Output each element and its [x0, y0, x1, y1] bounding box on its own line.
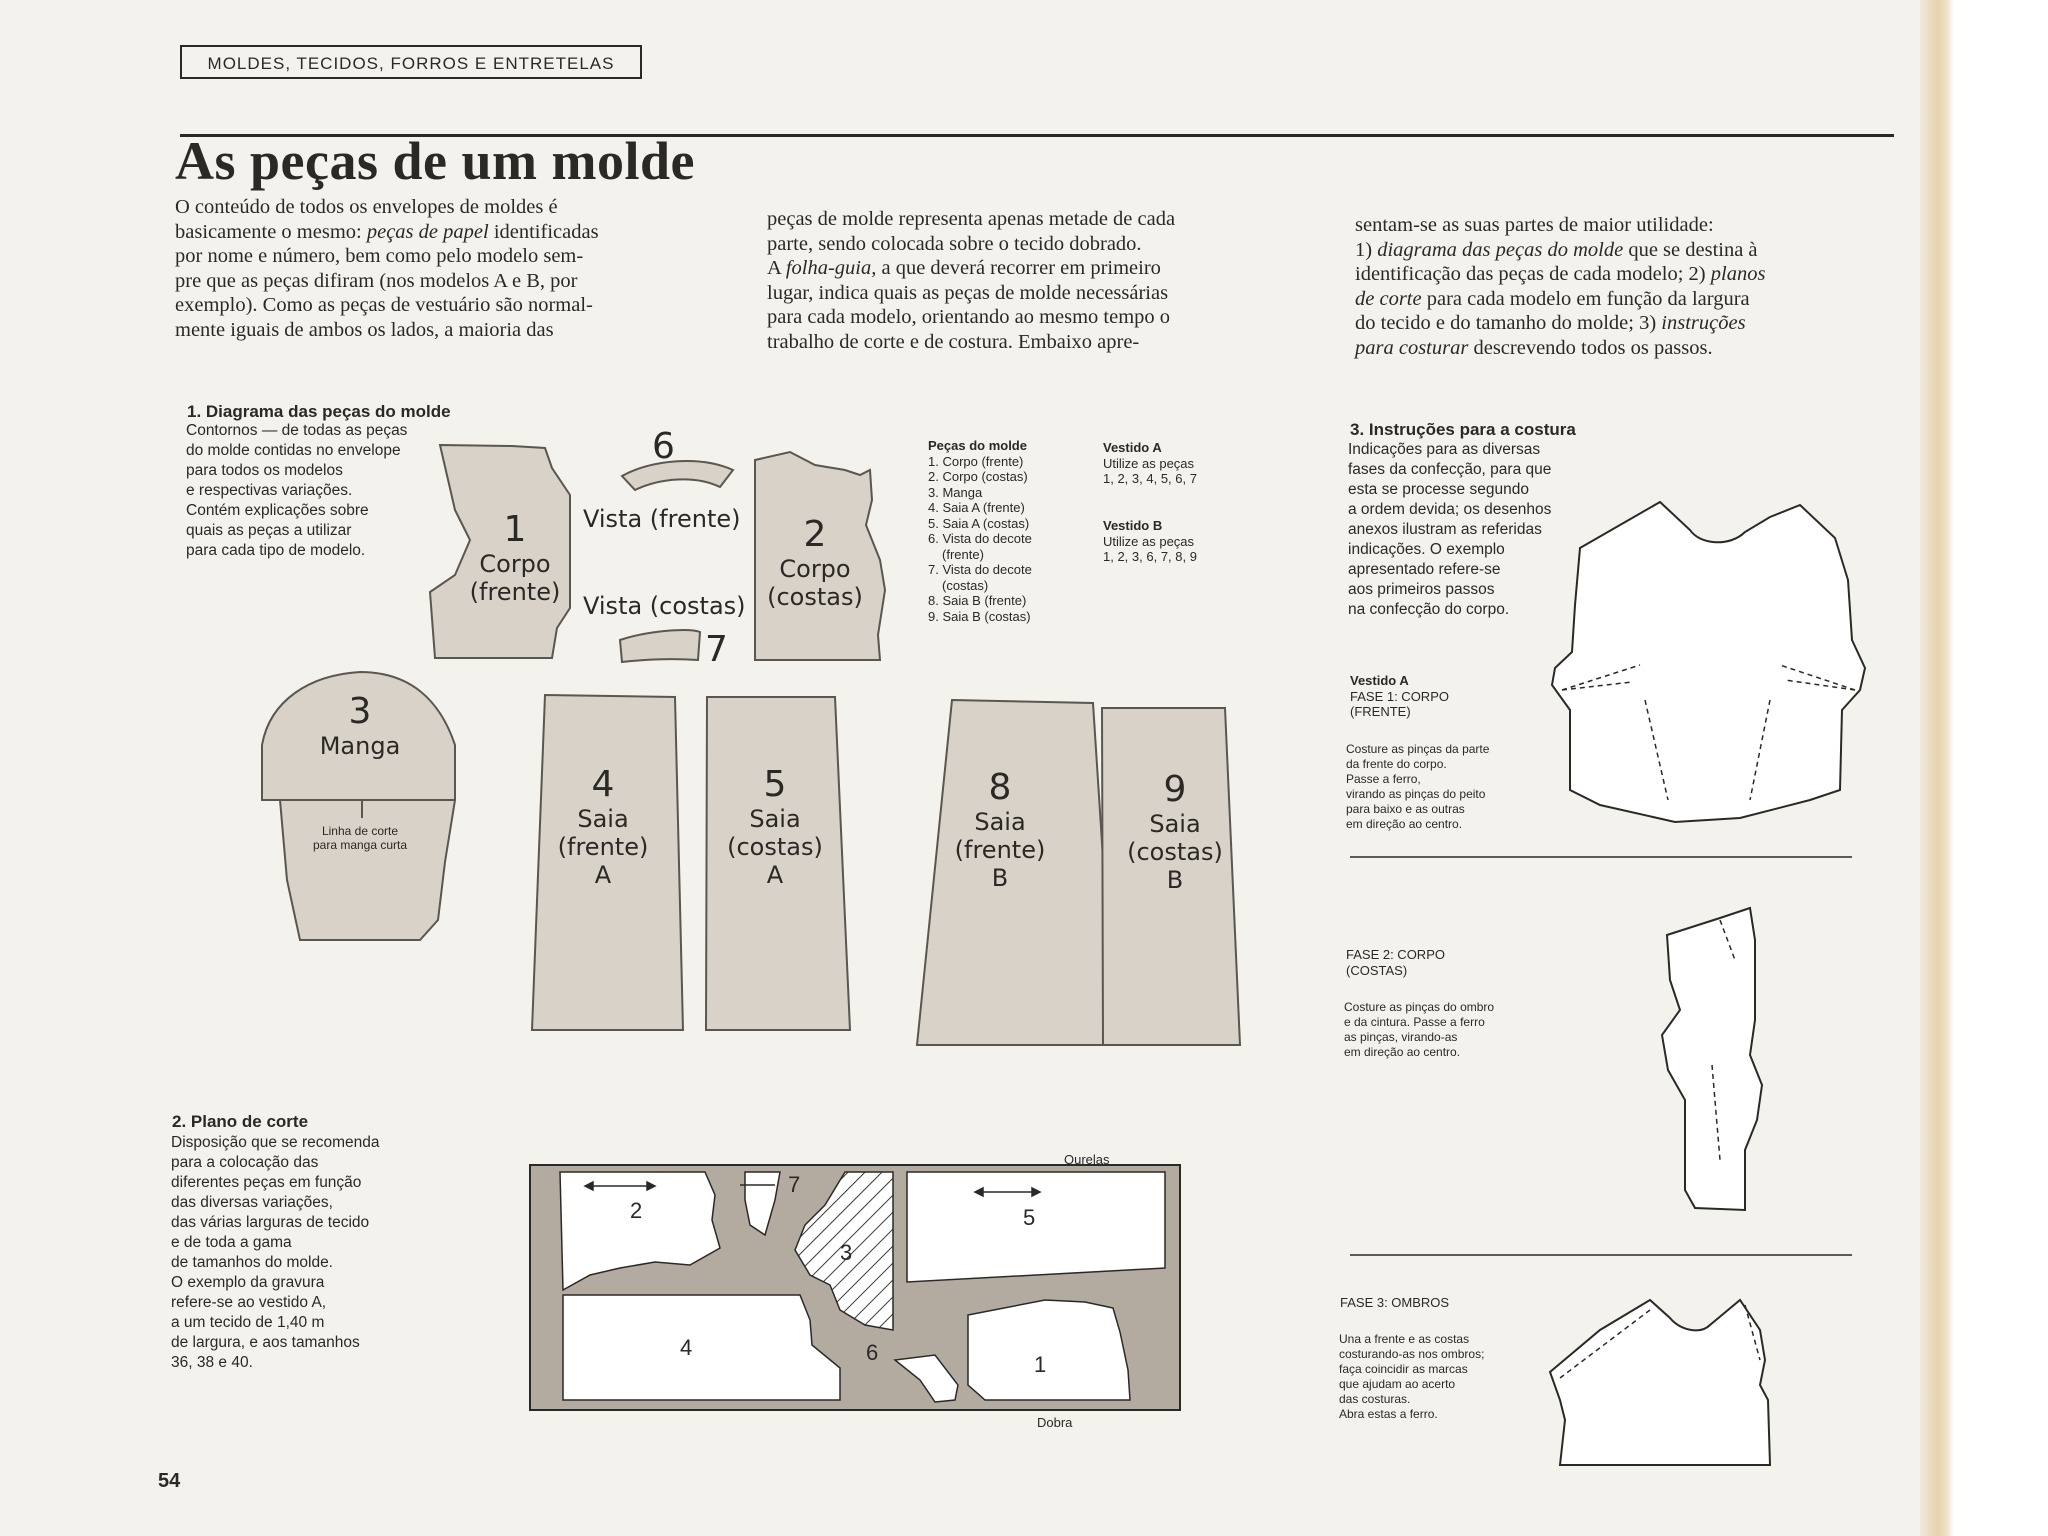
- piece-5-label: 5 Saia (costas) A: [727, 764, 823, 889]
- selvage-label: Ourelas: [1064, 1152, 1110, 1167]
- piece-3-label: 3 Manga: [319, 691, 401, 760]
- piece-9-label: 9 Saia (costas) B: [1127, 769, 1223, 894]
- fold-label: Dobra: [1037, 1415, 1073, 1430]
- plano-heading: 2. Plano de corte: [172, 1112, 309, 1131]
- piece-1-label: 1 Corpo (frente): [469, 509, 561, 606]
- fase-2-text: Costure as pinças do ombro e da cintura. Passe a ferro as pinças, virando-as em direção ao centro.: [1344, 1000, 1495, 1059]
- fase-3-title: FASE 3: OMBROS: [1340, 1295, 1450, 1310]
- short-sleeve-note: Linha de corte para manga curta: [312, 824, 408, 852]
- diagram-description: Contornos — de todas as peças do molde contidas no envelope para todos os modelos e respectivas variações. Contém explicações sobre quais as peças a utilizar para cada tipo de modelo.: [186, 422, 408, 559]
- layout-num-1: 1: [1034, 1352, 1047, 1377]
- fase-1-bodice: [1552, 502, 1865, 822]
- fase-3-text: Una a frente e as costas costurando-as nos ombros; faça coincidir as marcas que ajudam ao acerto das costuras. Abra estas a ferro.: [1339, 1332, 1485, 1421]
- layout-num-5: 5: [1023, 1205, 1036, 1230]
- piece-7-number: 7: [705, 629, 728, 670]
- piece-4-label: 4 Saia (frente) A: [557, 764, 649, 889]
- intro-column-1: O conteúdo de todos os envelopes de moldes é basicamente o mesmo: peças de papel identificadas por nome e número, bem como pelo modelo sem- pre que as peças difiram (nos modelos A e B, por exemplo). Como as peças de vestuário são normal- mente iguais de ambos os lados, a maioria das: [175, 196, 599, 341]
- layout-num-3: 3: [840, 1240, 853, 1265]
- page-title: As peças de um molde: [175, 131, 695, 191]
- piece-6-label: Vista (frente): [583, 505, 741, 533]
- fase-3-bodice: [1550, 1300, 1770, 1465]
- layout-num-2: 2: [630, 1198, 643, 1223]
- fase-2-bodice: [1662, 908, 1762, 1210]
- layout-num-6: 6: [866, 1340, 879, 1365]
- instr-description: Indicações para as diversas fases da confecção, para que esta se processe segundo a ordem devida; os desenhos anexos ilustram as referidas indicações. O exemplo apresentado refere-se aos primeiros passos na confecção do corpo.: [1348, 441, 1552, 618]
- piece-2-label: 2 Corpo (costas): [767, 514, 863, 611]
- piece-8-label: 8 Saia (frente) B: [954, 767, 1046, 892]
- vestido-a-note: Vestido A Utilize as peças 1, 2, 3, 4, 5, 6, 7: [1103, 440, 1197, 486]
- page-edge: [1920, 0, 1954, 1536]
- diagram-heading: 1. Diagrama das peças do molde: [187, 402, 451, 421]
- fase-1-text: Costure as pinças da parte da frente do corpo. Passe a ferro, virando as pinças do peito para baixo e as outras em direção ao centro.: [1346, 742, 1490, 831]
- intro-column-2: peças de molde representa apenas metade de cada parte, sendo colocada sobre o tecido dobrado. A folha-guia, a que deverá recorrer em primeiro lugar, indica quais as peças de molde necessárias para cada modelo, orientando ao mesmo tempo o trabalho de corte e de costura. Embaixo apre-: [767, 208, 1176, 353]
- layout-num-4: 4: [680, 1335, 693, 1360]
- page-number: 54: [158, 1470, 181, 1492]
- pieces-list: Peças do molde 1. Corpo (frente) 2. Corpo (costas) 3. Manga 4. Saia A (frente) 5. Saia A (costas) 6. Vista do decote (frente) 7. Vista do decote (costas) 8. Saia B (frente) 9. Saia B (costas): [928, 438, 1032, 624]
- piece-6-number: 6: [652, 426, 675, 467]
- instr-heading: 3. Instruções para a costura: [1350, 420, 1576, 439]
- layout-num-7: 7: [788, 1172, 801, 1197]
- vestido-b-note: Vestido B Utilize as peças 1, 2, 3, 6, 7, 8, 9: [1103, 518, 1197, 564]
- intro-column-3: sentam-se as suas partes de maior utilidade: 1) diagrama das peças do molde que se destina à identificação das peças de cada modelo; 2) planos de corte para cada modelo em função da largura do tecido e do tamanho do molde; 3) instruções para costurar descrevendo todos os passos.: [1355, 214, 1766, 359]
- plano-description: Disposição que se recomenda para a colocação das diferentes peças em função das diversas variações, das várias larguras de tecido e de toda a gama de tamanhos do molde. O exemplo da gravura refere-se ao vestido A, a um tecido de 1,40 m de largura, e aos tamanhos 36, 38 e 40.: [171, 1134, 380, 1371]
- fase-1-title: Vestido A FASE 1: CORPO (FRENTE): [1350, 673, 1449, 719]
- fase-2-title: FASE 2: CORPO (COSTAS): [1346, 947, 1445, 978]
- piece-7-label: Vista (costas): [583, 592, 746, 620]
- section-header: MOLDES, TECIDOS, FORROS E ENTRETELAS: [180, 45, 642, 79]
